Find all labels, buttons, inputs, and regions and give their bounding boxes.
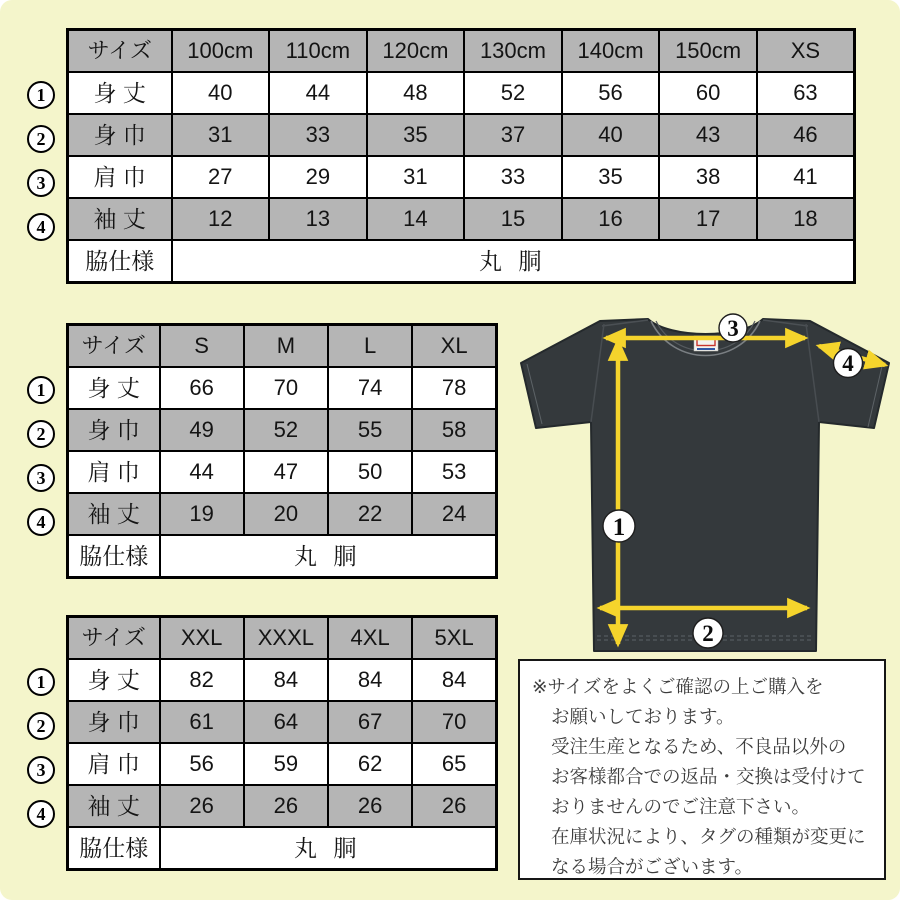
col-header: 140cm [562,30,660,73]
note-line: ※サイズをよくご確認の上ご購入を [532,676,824,697]
cell-value: 18 [757,198,855,240]
cell-value: 56 [160,743,244,785]
cell-value: 29 [269,156,367,198]
row-label: 袖 丈 [68,198,172,240]
row-label: 脇仕様 [68,535,160,578]
measure-number-label: 4 [36,216,46,237]
cell-value: 17 [659,198,757,240]
col-header: 130cm [464,30,562,73]
row-label: 身 丈 [68,367,160,409]
col-header: 4XL [328,617,412,660]
measure-badge-3 [719,314,747,342]
cell-value: 58 [412,409,496,451]
cell-value: 44 [160,451,244,493]
cell-value: 20 [244,493,328,535]
tshirt-body [521,319,889,651]
tshirt-measurement-diagram [505,305,897,661]
cell-value: 55 [328,409,412,451]
measure-number-2 [27,420,55,448]
col-header: 5XL [412,617,496,660]
cell-value: 53 [412,451,496,493]
measure-number-3 [27,169,55,197]
cell-value: 26 [244,785,328,827]
measure-number-3 [27,464,55,492]
cell-value: 丸 胴 [160,827,497,870]
cell-value: 84 [328,659,412,701]
measure-number-label: 4 [36,803,46,824]
col-header: XL [412,325,496,368]
col-header: L [328,325,412,368]
cell-value: 14 [367,198,465,240]
col-header: XXXL [244,617,328,660]
cell-value: 70 [244,367,328,409]
cell-value: 48 [367,72,465,114]
measure-number-label: 1 [36,84,46,105]
cell-value: 丸 胴 [160,535,497,578]
measure-number-label: 1 [36,671,46,692]
cell-value: 78 [412,367,496,409]
measure-number-2 [27,125,55,153]
note-line: なる場合がございます。 [551,856,754,877]
measure-number-4 [27,213,55,241]
measure-number-label: 3 [36,759,46,780]
col-header: サイズ [68,325,160,368]
cell-value: 15 [464,198,562,240]
cell-value: 67 [328,701,412,743]
cell-value: 65 [412,743,496,785]
size-table-adult [66,323,498,579]
measure-badge-4 [834,349,863,378]
cell-value: 49 [160,409,244,451]
col-header: XS [757,30,855,73]
cell-value: 61 [160,701,244,743]
cell-value: 56 [562,72,660,114]
cell-value: 44 [269,72,367,114]
cell-value: 47 [244,451,328,493]
row-label: 身 丈 [68,659,160,701]
measure-number-1 [27,668,55,696]
measure-number-label: 2 [36,128,46,149]
cell-value: 31 [367,156,465,198]
cell-value: 31 [172,114,270,156]
purchase-note [518,659,886,880]
col-header: 120cm [367,30,465,73]
cell-value: 60 [659,72,757,114]
cell-value: 19 [160,493,244,535]
col-header: M [244,325,328,368]
measure-number-label: 2 [36,715,46,736]
cell-value: 66 [160,367,244,409]
cell-value: 63 [757,72,855,114]
svg-text:4: 4 [842,351,854,376]
row-label: 肩 巾 [68,743,160,785]
col-header: XXL [160,617,244,660]
cell-value: 52 [244,409,328,451]
cell-value: 52 [464,72,562,114]
cell-value: 82 [160,659,244,701]
measure-badge-1 [603,510,635,542]
cell-value: 16 [562,198,660,240]
note-line: おりませんのでご注意下さい。 [551,796,811,817]
col-header: S [160,325,244,368]
cell-value: 12 [172,198,270,240]
note-line: 在庫状況により、タグの種類が変更に [551,826,866,847]
cell-value: 26 [328,785,412,827]
cell-value: 13 [269,198,367,240]
cell-value: 84 [412,659,496,701]
cell-value: 43 [659,114,757,156]
measure-badge-2 [693,618,723,648]
cell-value: 35 [562,156,660,198]
note-line: お客様都合での返品・交換は受付けて [551,766,866,787]
note-line: 受注生産となるため、不良品以外の [551,736,847,757]
cell-value: 70 [412,701,496,743]
cell-value: 59 [244,743,328,785]
measure-number-4 [27,508,55,536]
size-table-big [66,615,498,871]
note-line: お願いしております。 [551,706,735,727]
cell-value: 22 [328,493,412,535]
measure-number-label: 2 [36,423,46,444]
cell-value: 41 [757,156,855,198]
cell-value: 33 [464,156,562,198]
measure-number-2 [27,712,55,740]
cell-value: 26 [412,785,496,827]
col-header: サイズ [68,30,172,73]
size-table-kids [66,28,856,284]
col-header: 100cm [172,30,270,73]
cell-value: 50 [328,451,412,493]
cell-value: 35 [367,114,465,156]
row-label: 袖 丈 [68,493,160,535]
cell-value: 24 [412,493,496,535]
col-header: 110cm [269,30,367,73]
row-label: 身 巾 [68,701,160,743]
cell-value: 62 [328,743,412,785]
cell-value: 27 [172,156,270,198]
svg-text:3: 3 [727,316,739,341]
measure-number-label: 1 [36,379,46,400]
row-label: 身 丈 [68,72,172,114]
measure-number-label: 4 [36,511,46,532]
cell-value: 40 [562,114,660,156]
svg-text:2: 2 [702,621,714,646]
row-label: 肩 巾 [68,156,172,198]
col-header: 150cm [659,30,757,73]
cell-value: 38 [659,156,757,198]
cell-value: 26 [160,785,244,827]
col-header: サイズ [68,617,160,660]
cell-value: 37 [464,114,562,156]
cell-value: 84 [244,659,328,701]
measure-number-1 [27,81,55,109]
row-label: 身 巾 [68,409,160,451]
row-label: 身 巾 [68,114,172,156]
cell-value: 丸 胴 [172,240,855,283]
row-label: 肩 巾 [68,451,160,493]
row-label: 袖 丈 [68,785,160,827]
measure-number-1 [27,376,55,404]
measure-number-4 [27,800,55,828]
row-label: 脇仕様 [68,240,172,283]
measure-number-label: 3 [36,467,46,488]
cell-value: 33 [269,114,367,156]
cell-value: 74 [328,367,412,409]
measure-number-3 [27,756,55,784]
measure-number-label: 3 [36,172,46,193]
cell-value: 64 [244,701,328,743]
cell-value: 46 [757,114,855,156]
row-label: 脇仕様 [68,827,160,870]
cell-value: 40 [172,72,270,114]
svg-text:1: 1 [612,514,626,541]
